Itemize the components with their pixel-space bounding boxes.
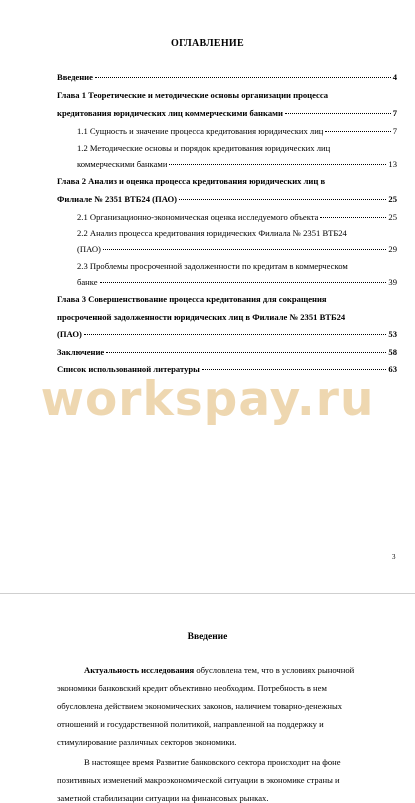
toc-page: 58 — [388, 347, 397, 357]
toc-entry-2-3-line1[interactable]: 2.3 Проблемы просроченной задолженности по кредитам в коммерческом — [77, 261, 348, 271]
intro-emphasis: Актуальность исследования — [84, 665, 195, 675]
intro-text: обусловлена тем, что в условиях рыночной — [194, 665, 355, 675]
intro-paragraph-2-line-1: В настоящее время Развитие банковского сектора происходит на фоне — [84, 757, 341, 767]
toc-page: 53 — [388, 329, 397, 339]
toc-page: 7 — [392, 126, 397, 136]
toc-entry-ch2[interactable] — [57, 194, 397, 204]
toc-page: 7 — [392, 108, 397, 118]
toc-page: 25 — [388, 194, 397, 204]
toc-leader — [106, 352, 386, 353]
toc-entry-label: Список использованной литературы — [57, 364, 200, 374]
watermark: workspay.ru — [40, 372, 375, 427]
toc-entry-ch3[interactable] — [57, 329, 397, 339]
toc-entry-label: (ПАО) — [57, 329, 82, 339]
intro-title: Введение — [187, 632, 228, 642]
toc-entry-intro[interactable] — [57, 72, 397, 82]
intro-paragraph-1-line-2: экономики банковский кредит объективно необходим. Потребность в нем — [57, 683, 327, 693]
toc-entry-label: Введение — [57, 72, 93, 82]
toc-leader — [179, 199, 386, 200]
page-number: 3 — [392, 553, 396, 561]
toc-entry-ch1-line1[interactable]: Глава 1 Теоретические и методические основы организации процесса — [57, 90, 329, 100]
toc-entry-label: 1.1 Сущность и значение процесса кредитования юридических лиц — [77, 126, 324, 136]
toc-leader — [103, 249, 386, 250]
toc-page: 29 — [388, 244, 397, 254]
toc-leader — [84, 334, 387, 335]
toc-leader — [325, 131, 390, 132]
toc-entry-2-2[interactable] — [77, 244, 397, 254]
toc-leader — [95, 77, 391, 78]
toc-entry-label: Заключение — [57, 347, 105, 357]
intro-paragraph-2-line-2: позитивных изменений макроэкономической ситуации в экономике страны и — [57, 775, 340, 785]
toc-entry-1-2[interactable] — [77, 159, 397, 169]
toc-entry-2-1[interactable] — [77, 212, 397, 222]
toc-entry-label: 2.1 Организационно-экономическая оценка исследуемого объекта — [77, 212, 319, 222]
intro-paragraph-1-line-3: обусловлена действием экономических законов, наличием товарно-денежных — [57, 701, 343, 711]
toc-leader — [202, 369, 387, 370]
intro-paragraph-1-line-5: стимулирование различных секторов экономики. — [57, 737, 237, 747]
page-introduction — [0, 594, 415, 803]
toc-entry-label: банке — [77, 277, 98, 287]
toc-page: 4 — [392, 72, 397, 82]
toc-entry-ch3-line1[interactable]: Глава 3 Совершенствование процесса кредитования для сокращения — [57, 294, 327, 304]
toc-page: 25 — [388, 212, 397, 222]
toc-entry-ch3-line2[interactable]: просроченной задолженности юридических лиц в Филиале № 2351 ВТБ24 — [57, 312, 346, 322]
toc-leader — [285, 113, 391, 114]
toc-leader — [100, 282, 387, 283]
toc-entry-ch1[interactable] — [57, 108, 397, 118]
toc-page: 13 — [388, 159, 397, 169]
toc-entry-label: (ПАО) — [77, 244, 101, 254]
toc-entry-label: Филиале № 2351 ВТБ24 (ПАО) — [57, 194, 178, 204]
toc-entry-1-2-line1[interactable]: 1.2 Методические основы и порядок кредитования юридических лиц — [77, 143, 331, 153]
toc-entry-conclusion[interactable] — [57, 347, 397, 357]
toc-entry-1-1[interactable] — [77, 126, 397, 136]
toc-title: ОГЛАВЛЕНИЕ — [171, 38, 244, 49]
intro-paragraph-2-line-3: заметной стабилизации ситуации на финансовых рынках. — [57, 793, 269, 803]
intro-paragraph-1-line-1 — [84, 665, 354, 675]
toc-entry-label: коммерческими банками — [77, 159, 168, 169]
toc-entry-2-2-line1[interactable]: 2.2 Анализ процесса кредитования юридических Филиала № 2351 ВТБ24 — [77, 228, 347, 238]
toc-entry-label: кредитования юридических лиц коммерческими банками — [57, 108, 283, 118]
toc-entry-ch2-line1[interactable]: Глава 2 Анализ и оценка процесса кредитования юридических лиц в — [57, 176, 326, 186]
toc-page: 39 — [388, 277, 397, 287]
toc-leader — [169, 164, 386, 165]
toc-leader — [320, 217, 386, 218]
toc-page: 63 — [388, 364, 397, 374]
toc-entry-2-3[interactable] — [77, 277, 397, 287]
intro-paragraph-1-line-4: отношений и государственной политикой, направленной на поддержку и — [57, 719, 324, 729]
